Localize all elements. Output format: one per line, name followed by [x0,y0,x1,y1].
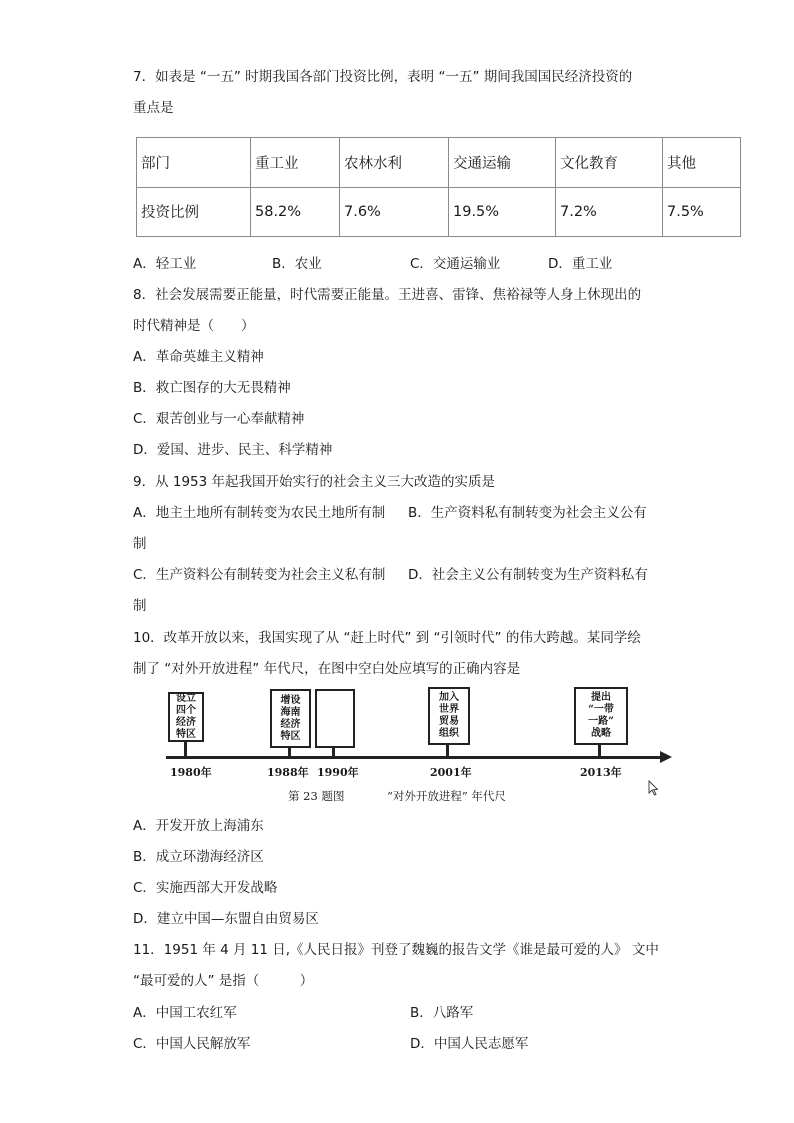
q7-option-b: B．农业 [272,256,322,272]
board-text: 贸易 [439,716,459,727]
timeline-board-2013 [574,687,628,745]
q10-stem-line1: 10．改革开放以来，我国实现了从 “赶上时代” 到 “引领时代” 的伟大跨越。某同学绘 [133,630,641,646]
q8-stem-line1: 8．社会发展需要正能量，时代需要正能量。王进喜、雷锋、焦裕禄等人身上休现出的 [133,287,642,303]
board-text: 特区 [176,729,196,740]
board-text: 经济 [280,718,301,730]
table-cell: 7.6% [340,187,449,237]
table-cell: 投资比例 [137,187,251,237]
board-text: 战略 [590,728,611,739]
timeline-board-1980 [168,692,204,742]
table-cell: 19.5% [449,187,556,237]
table-cell: 其他 [663,138,741,188]
board-text: “一带 [588,704,614,715]
table-cell: 重工业 [251,138,340,188]
table-cell: 7.2% [556,187,663,237]
board-text: 设立 [176,693,196,704]
timeline-year: 1988年 [267,766,309,779]
q8-option-a: A．革命英雄主义精神 [133,349,264,365]
q9-option-b: B．生产资料私有制转变为社会主义公有 [408,505,647,521]
q10-stem-line2: 制了 “对外开放进程” 年代尺，在图中空白处应填写的正确内容是 [133,661,521,677]
figure-caption-number: 第 23 题图 [288,789,345,803]
board-text: 经济 [176,717,196,728]
timeline-board-1988 [270,689,311,748]
board-text: 海南 [280,706,301,718]
investment-table [136,137,741,237]
q11-stem-line2: “最可爱的人” 是指（ ） [133,973,314,989]
q7-option-a: A．轻工业 [133,256,197,272]
q11-option-d: D．中国人民志愿军 [410,1036,529,1052]
q9-option-b-wrap: 制 [133,536,147,552]
timeline-year: 2013年 [580,766,622,779]
figure-caption-title: “对外开放进程” 年代尺 [387,789,506,803]
timeline-year: 1980年 [170,766,212,779]
q11-stem-line1: 11．1951 年 4 月 11 日,《人民日报》刊登了魏巍的报告文学《谁是最可爱的人》 文中 [133,942,659,958]
timeline-board-1990-blank [315,689,355,748]
timeline-board-2001 [428,687,470,745]
table-cell: 58.2% [251,187,340,237]
q10-option-c: C．实施西部大开发战略 [133,880,278,896]
q7-stem-line2: 重点是 [133,100,174,116]
timeline-year: 2001年 [430,766,472,779]
board-text: 组织 [439,728,459,739]
q8-option-b: B．救亡图存的大无畏精神 [133,380,291,396]
table-row [137,187,741,237]
board-text: 一路” [588,716,614,727]
q10-option-a: A．开发开放上海浦东 [133,818,264,834]
q7-option-c: C．交通运输业 [410,256,501,272]
table-cell: 7.5% [663,187,741,237]
board-text: 四个 [176,705,196,716]
q8-option-c: C．艰苦创业与一心奉献精神 [133,411,305,427]
q8-stem-line2: 时代精神是（ ） [133,318,255,334]
table-cell: 部门 [137,138,251,188]
q11-option-a: A．中国工农红军 [133,1005,237,1021]
board-text: 提出 [590,692,611,703]
q9-option-d: D．社会主义公有制转变为生产资料私有 [408,567,648,583]
table-cell: 农林水利 [340,138,449,188]
q9-option-a: A．地主土地所有制转变为农民土地所有制 [133,505,386,521]
q11-option-c: C．中国人民解放军 [133,1036,251,1052]
table-cell: 文化教育 [556,138,663,188]
q9-stem: 9．从 1953 年起我国开始实行的社会主义三大改造的实质是 [133,474,496,490]
arrow-right-icon [660,751,672,763]
timeline-axis [166,756,664,759]
timeline-year: 1990年 [317,766,359,779]
table-header-row [137,138,741,188]
q9-option-c: C．生产资料公有制转变为社会主义私有制 [133,567,386,583]
mouse-pointer-icon [648,780,658,796]
q9-option-d-wrap: 制 [133,598,147,614]
q10-option-d: D．建立中国—东盟自由贸易区 [133,911,319,927]
q8-option-d: D．爱国、进步、民主、科学精神 [133,442,333,458]
board-text: 加入 [439,692,459,703]
q7-option-d: D．重工业 [548,256,613,272]
q10-option-b: B．成立环渤海经济区 [133,849,264,865]
board-text: 特区 [280,730,301,742]
q11-option-b: B．八路军 [410,1005,474,1021]
timeline-figure [160,685,680,805]
table-cell: 交通运输 [449,138,556,188]
q7-stem-line1: 7．如表是 “一五” 时期我国各部门投资比例，表明 “一五” 期间我国国民经济投资的 [133,69,633,85]
board-text: 世界 [439,704,459,715]
board-text: 增设 [280,694,301,706]
